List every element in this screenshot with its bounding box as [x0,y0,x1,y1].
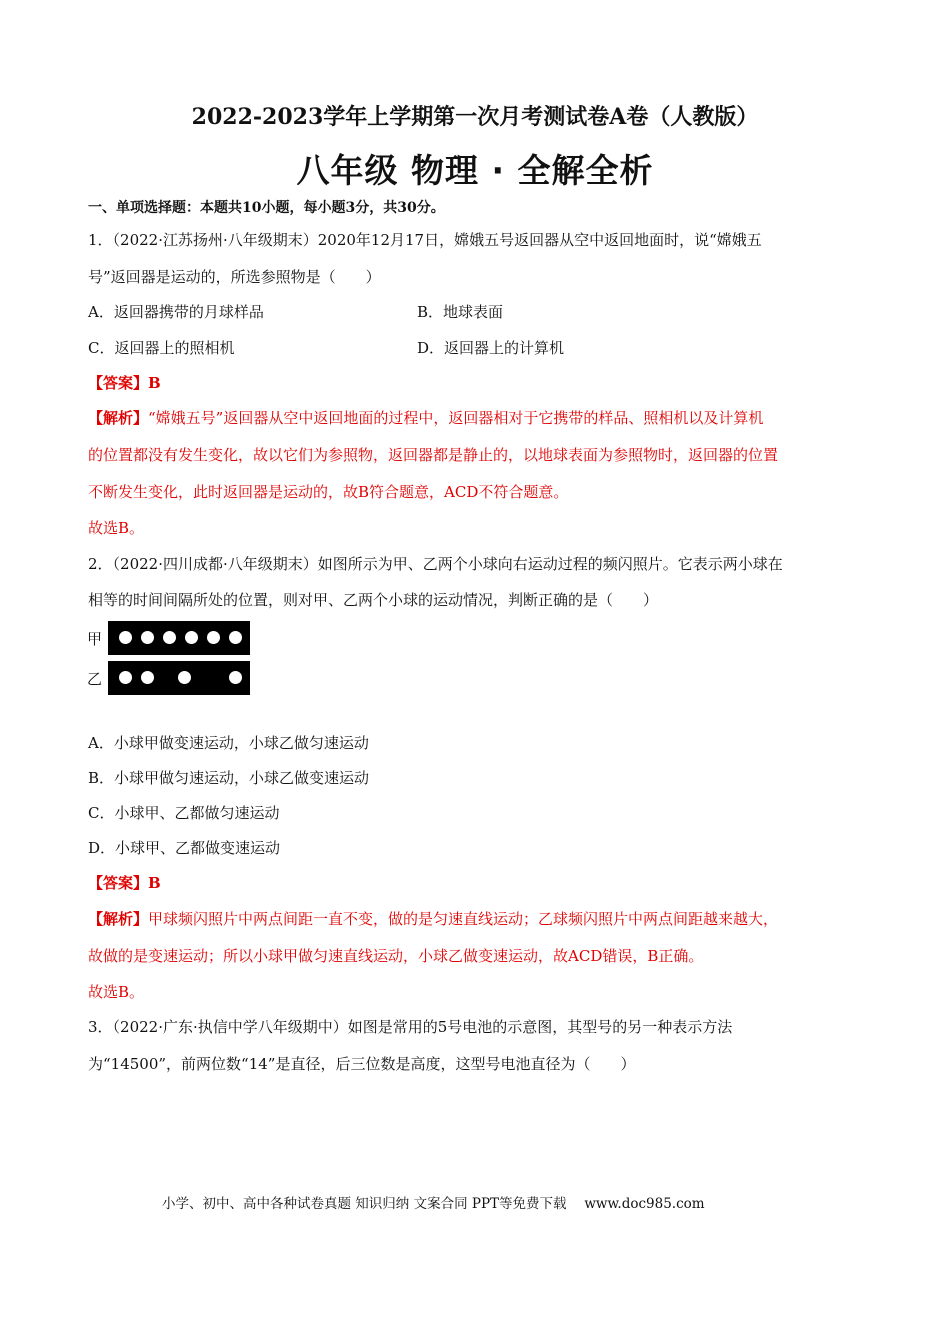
q2-option-d: D．小球甲、乙都做变速运动 [88,839,281,857]
q1-explanation-line2: 的位置都没有发生变化，故以它们为参照物，返回器都是静止的，以地球表面为参照物时，返回器的位置 [88,446,779,464]
q3-stem-line1: 3．（2022·广东·执信中学八年级期中）如图是常用的5号电池的示意图，其型号的另一种表示方法 [88,1018,733,1036]
ball-jia-3 [163,631,176,644]
q2-answer: 【答案】B [88,874,161,892]
q1-conclusion: 故选B。 [88,519,145,537]
q1-explanation-tag: 【解析】 [88,409,149,427]
page-subtitle: 八年级 物理 · 全解全析 [296,151,654,190]
ball-yi-1 [119,671,132,684]
q2-option-a: A．小球甲做变速运动，小球乙做匀速运动 [88,734,369,752]
q2-stem-line1: 2．（2022·四川成都·八年级期末）如图所示为甲、乙两个小球向右运动过程的频闪照片。它表示两小球在 [88,555,783,573]
ball-jia-5 [207,631,220,644]
ball-yi-3 [178,671,191,684]
q2-stem-line2: 相等的时间间隔所处的位置，则对甲、乙两个小球的运动情况，判断正确的是（ ） [88,591,659,609]
q1-option-b: B．地球表面 [417,303,504,321]
figure-label-jia: 甲 [87,630,103,648]
ball-yi-2 [141,671,154,684]
strobe-strip-jia [108,621,250,655]
q1-answer: 【答案】B [88,374,161,392]
q2-explanation-line2: 故做的是变速运动；所以小球甲做匀速直线运动，小球乙做变速运动，故ACD错误，B正确。 [88,947,704,965]
q3-stem-line2: 为“14500”，前两位数“14”是直径，后三位数是高度，这型号电池直径为（ ） [88,1055,636,1073]
ball-jia-1 [119,631,132,644]
section-heading: 一、单项选择题：本题共10小题，每小题3分，共30分。 [88,200,445,216]
q2-explanation-text: 甲球频闪照片中两点间距一直不变，做的是匀速直线运动；乙球频闪照片中两点间距越来越大， [148,910,779,928]
ball-yi-4 [229,671,242,684]
q1-explanation-line1 [88,407,763,428]
ball-jia-2 [141,631,154,644]
ball-jia-4 [185,631,198,644]
q2-explanation-tag: 【解析】 [88,910,149,928]
q1-option-d: D．返回器上的计算机 [417,339,565,357]
figure-label-yi: 乙 [87,670,103,688]
q1-stem-line2: 号”返回器是运动的，所选参照物是（ ） [88,268,381,286]
q1-explanation-text: “嫦娥五号”返回器从空中返回地面的过程中，返回器相对于它携带的样品、照相机以及计算机 [148,409,764,427]
q1-stem-line1: 1．（2022·江苏扬州·八年级期末）2020年12月17日，嫦娥五号返回器从空中返回地面时，说“嫦娥五 [88,231,762,249]
q1-option-a: A．返回器携带的月球样品 [88,303,264,321]
q2-conclusion: 故选B。 [88,983,145,1001]
q2-option-b: B．小球甲做匀速运动，小球乙做变速运动 [88,769,370,787]
page-footer: 小学、初中、高中各种试卷真题 知识归纳 文案合同 PPT等免费下载 www.doc985.com [162,1196,705,1212]
page-title: 2022-2023学年上学期第一次月考测试卷A卷（人教版） [191,104,759,130]
strobe-strip-yi [108,661,250,695]
q1-explanation-line3: 不断发生变化，此时返回器是运动的，故B符合题意，ACD不符合题意。 [88,483,569,501]
q2-option-c: C．小球甲、乙都做匀速运动 [88,804,280,822]
ball-jia-6 [229,631,242,644]
q2-explanation-line1 [88,908,778,929]
q1-option-c: C．返回器上的照相机 [88,339,235,357]
